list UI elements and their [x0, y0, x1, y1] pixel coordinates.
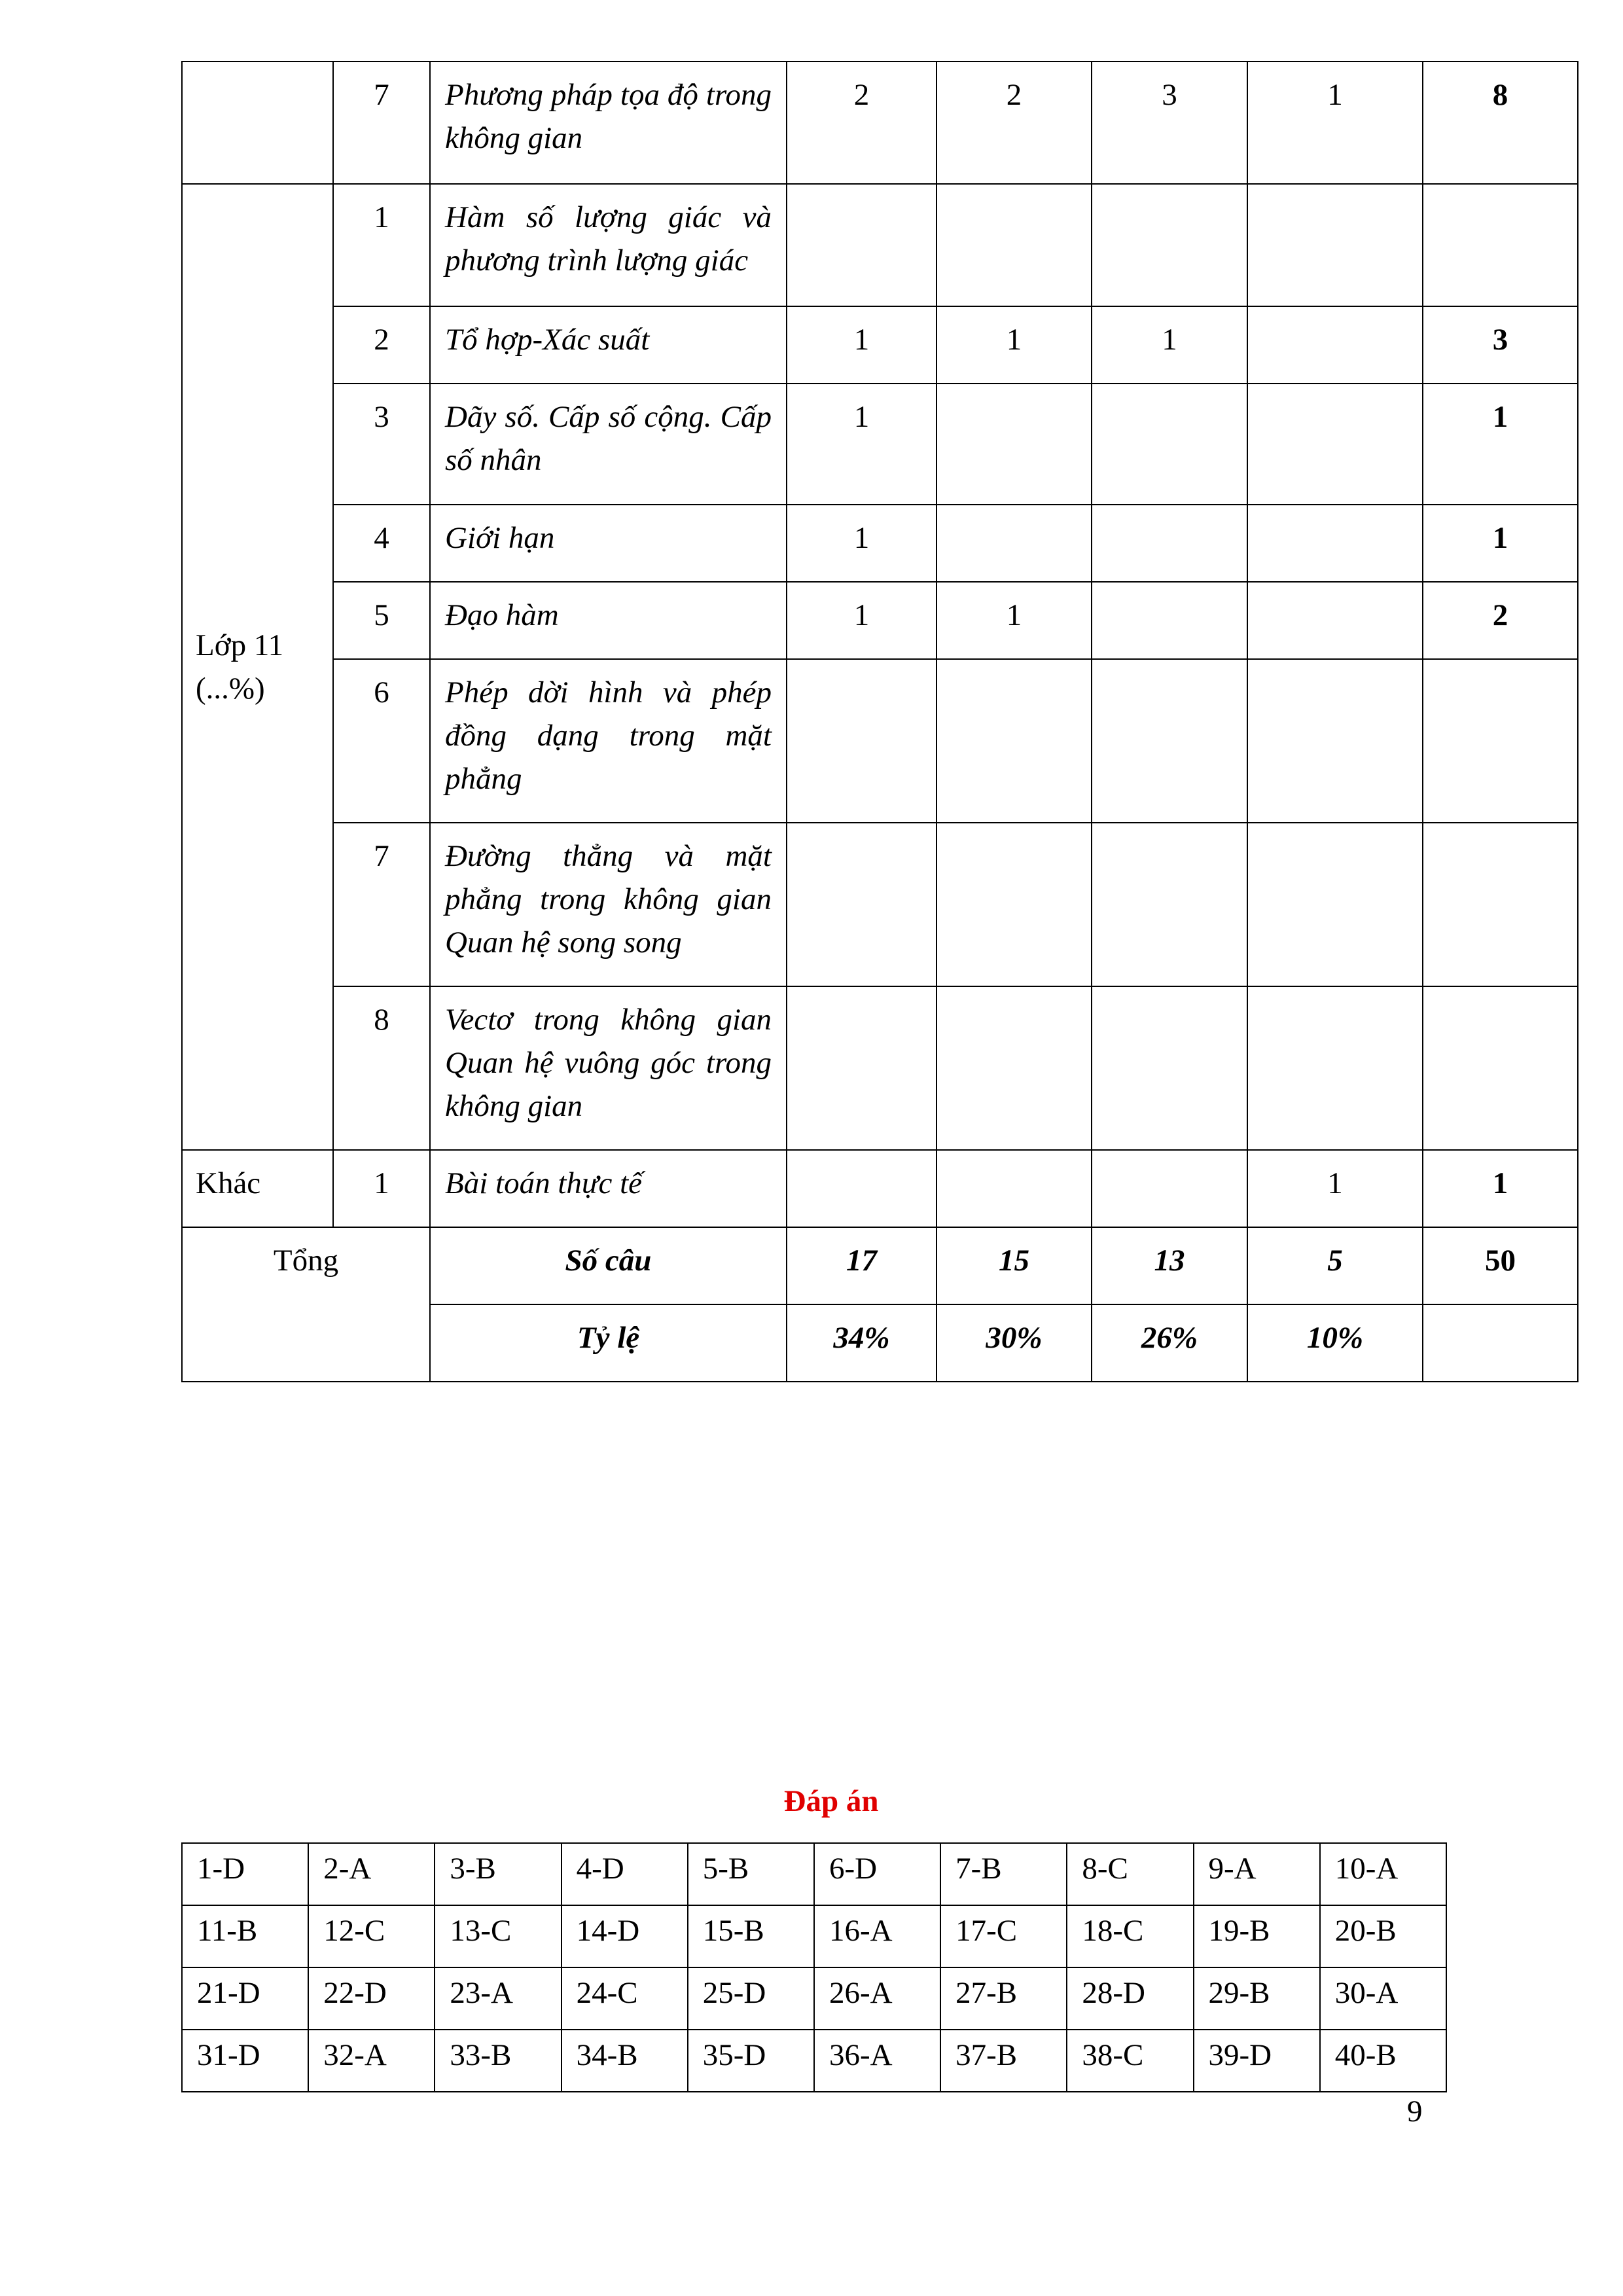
- answer-cell: 31-D: [182, 2030, 308, 2092]
- table-row: [182, 184, 1578, 306]
- count-level-4: 5: [1247, 1227, 1423, 1304]
- topic-cell: Phép dời hình và phép đồng dạng trong mặt phẳng: [430, 659, 787, 823]
- answers-title: Đáp án: [783, 1784, 879, 1818]
- row-total-cell: [1423, 986, 1578, 1150]
- row-number: 7: [333, 62, 430, 184]
- row-total-cell: [1423, 823, 1578, 986]
- answer-cell: 24-C: [562, 1967, 688, 2030]
- row-total-cell: 2: [1423, 582, 1578, 659]
- level-1-cell: [787, 986, 936, 1150]
- answer-cell: 4-D: [562, 1843, 688, 1905]
- answer-cell: 10-A: [1320, 1843, 1446, 1905]
- answer-cell: 6-D: [814, 1843, 940, 1905]
- summary-count-row: [182, 1227, 1578, 1304]
- level-4-cell: [1247, 659, 1423, 823]
- topic-cell: Giới hạn: [430, 505, 787, 582]
- topic-cell: Phương pháp tọa độ trong không gian: [430, 62, 787, 184]
- total-label-cell: Tổng: [182, 1227, 430, 1382]
- level-4-cell: [1247, 505, 1423, 582]
- page-number: 9: [1407, 2094, 1423, 2128]
- answer-cell: 3-B: [435, 1843, 561, 1905]
- ratio-level-4: 10%: [1247, 1304, 1423, 1382]
- level-3-cell: [1092, 505, 1247, 582]
- level-1-cell: 1: [787, 384, 936, 505]
- group-cell-empty: [182, 62, 333, 184]
- level-4-cell: 1: [1247, 62, 1423, 184]
- answer-cell: 36-A: [814, 2030, 940, 2092]
- answer-cell: 1-D: [182, 1843, 308, 1905]
- row-number: 7: [333, 823, 430, 986]
- level-4-cell: 1: [1247, 1150, 1423, 1227]
- count-total: 50: [1423, 1227, 1578, 1304]
- table-row: [182, 582, 1578, 659]
- level-2-cell: [936, 986, 1092, 1150]
- topic-cell: Đường thẳng và mặt phẳng trong không gian Quan hệ song song: [430, 823, 787, 986]
- row-total-cell: [1423, 184, 1578, 306]
- answer-cell: 37-B: [940, 2030, 1067, 2092]
- level-1-cell: [787, 1150, 936, 1227]
- other-group-cell: Khác: [182, 1150, 333, 1227]
- level-2-cell: [936, 823, 1092, 986]
- answer-cell: 25-D: [688, 1967, 814, 2030]
- table-row: [182, 62, 1578, 184]
- topic-cell: Dãy số. Cấp số cộng. Cấp số nhân: [430, 384, 787, 505]
- answer-cell: 30-A: [1320, 1967, 1446, 2030]
- answer-cell: 35-D: [688, 2030, 814, 2092]
- answer-cell: 32-A: [308, 2030, 435, 2092]
- ratio-level-2: 30%: [936, 1304, 1092, 1382]
- answer-cell: 9-A: [1194, 1843, 1320, 1905]
- level-4-cell: [1247, 823, 1423, 986]
- level-2-cell: [936, 505, 1092, 582]
- answer-cell: 40-B: [1320, 2030, 1446, 2092]
- answer-cell: 13-C: [435, 1905, 561, 1967]
- answer-cell: 23-A: [435, 1967, 561, 2030]
- level-3-cell: 3: [1092, 62, 1247, 184]
- row-number: 4: [333, 505, 430, 582]
- answer-cell: 34-B: [562, 2030, 688, 2092]
- level-1-cell: [787, 659, 936, 823]
- grade-11-label: Lớp 11: [196, 628, 284, 662]
- row-total-cell: [1423, 659, 1578, 823]
- row-total-cell: 8: [1423, 62, 1578, 184]
- level-4-cell: [1247, 986, 1423, 1150]
- table-row: [182, 306, 1578, 384]
- level-3-cell: 1: [1092, 306, 1247, 384]
- level-2-cell: [936, 384, 1092, 505]
- answer-cell: 20-B: [1320, 1905, 1446, 1967]
- level-4-cell: [1247, 384, 1423, 505]
- level-4-cell: [1247, 306, 1423, 384]
- row-number: 2: [333, 306, 430, 384]
- answer-cell: 33-B: [435, 2030, 561, 2092]
- answer-cell: 2-A: [308, 1843, 435, 1905]
- answer-cell: 17-C: [940, 1905, 1067, 1967]
- row-number: 5: [333, 582, 430, 659]
- row-number: 3: [333, 384, 430, 505]
- level-3-cell: [1092, 184, 1247, 306]
- answer-cell: 27-B: [940, 1967, 1067, 2030]
- row-number: 1: [333, 184, 430, 306]
- answer-cell: 21-D: [182, 1967, 308, 2030]
- table-row: [182, 2030, 1446, 2092]
- answer-key-table: [181, 1842, 1447, 2092]
- answer-cell: 8-C: [1067, 1843, 1193, 1905]
- table-row: [182, 986, 1578, 1150]
- level-1-cell: 2: [787, 62, 936, 184]
- count-level-3: 13: [1092, 1227, 1247, 1304]
- answer-cell: 39-D: [1194, 2030, 1320, 2092]
- level-2-cell: 1: [936, 582, 1092, 659]
- topic-cell: Hàm số lượng giác và phương trình lượng giác: [430, 184, 787, 306]
- table-row: [182, 1905, 1446, 1967]
- level-2-cell: [936, 1150, 1092, 1227]
- answer-cell: 16-A: [814, 1905, 940, 1967]
- row-total-cell: 1: [1423, 1150, 1578, 1227]
- answer-cell: 38-C: [1067, 2030, 1193, 2092]
- table-row: [182, 384, 1578, 505]
- row-total-cell: 1: [1423, 384, 1578, 505]
- level-2-cell: 1: [936, 306, 1092, 384]
- answer-cell: 15-B: [688, 1905, 814, 1967]
- level-3-cell: [1092, 384, 1247, 505]
- row-number: 1: [333, 1150, 430, 1227]
- table-row: [182, 823, 1578, 986]
- ratio-total: [1423, 1304, 1578, 1382]
- answer-cell: 5-B: [688, 1843, 814, 1905]
- grade-11-group-cell: [182, 184, 333, 1150]
- level-3-cell: [1092, 823, 1247, 986]
- row-number: 6: [333, 659, 430, 823]
- answer-cell: 7-B: [940, 1843, 1067, 1905]
- answer-cell: 12-C: [308, 1905, 435, 1967]
- answer-cell: 22-D: [308, 1967, 435, 2030]
- topic-cell: Vectơ trong không gian Quan hệ vuông góc trong không gian: [430, 986, 787, 1150]
- level-3-cell: [1092, 1150, 1247, 1227]
- level-3-cell: [1092, 986, 1247, 1150]
- table-row: [182, 1150, 1578, 1227]
- answer-cell: 29-B: [1194, 1967, 1320, 2030]
- table-row: [182, 505, 1578, 582]
- exam-matrix-table: [181, 61, 1578, 1382]
- level-1-cell: [787, 823, 936, 986]
- grade-11-percent: (...%): [196, 672, 265, 706]
- level-1-cell: 1: [787, 582, 936, 659]
- topic-cell: Bài toán thực tế: [430, 1150, 787, 1227]
- row-total-cell: 3: [1423, 306, 1578, 384]
- level-1-cell: [787, 184, 936, 306]
- level-1-cell: 1: [787, 306, 936, 384]
- table-row: [182, 1843, 1446, 1905]
- topic-cell: Đạo hàm: [430, 582, 787, 659]
- answer-cell: 28-D: [1067, 1967, 1193, 2030]
- level-4-cell: [1247, 582, 1423, 659]
- ratio-level-3: 26%: [1092, 1304, 1247, 1382]
- level-2-cell: [936, 184, 1092, 306]
- level-1-cell: 1: [787, 505, 936, 582]
- answer-cell: 18-C: [1067, 1905, 1193, 1967]
- ratio-level-1: 34%: [787, 1304, 936, 1382]
- row-number: 8: [333, 986, 430, 1150]
- level-2-cell: [936, 659, 1092, 823]
- answer-cell: 14-D: [562, 1905, 688, 1967]
- level-4-cell: [1247, 184, 1423, 306]
- topic-cell: Tổ hợp-Xác suất: [430, 306, 787, 384]
- count-level-2: 15: [936, 1227, 1092, 1304]
- answer-cell: 11-B: [182, 1905, 308, 1967]
- table-row: [182, 659, 1578, 823]
- count-level-1: 17: [787, 1227, 936, 1304]
- answer-cell: 19-B: [1194, 1905, 1320, 1967]
- level-2-cell: 2: [936, 62, 1092, 184]
- count-label: Số câu: [430, 1227, 787, 1304]
- answer-cell: 26-A: [814, 1967, 940, 2030]
- table-row: [182, 1967, 1446, 2030]
- level-3-cell: [1092, 582, 1247, 659]
- ratio-label: Tỷ lệ: [430, 1304, 787, 1382]
- level-3-cell: [1092, 659, 1247, 823]
- row-total-cell: 1: [1423, 505, 1578, 582]
